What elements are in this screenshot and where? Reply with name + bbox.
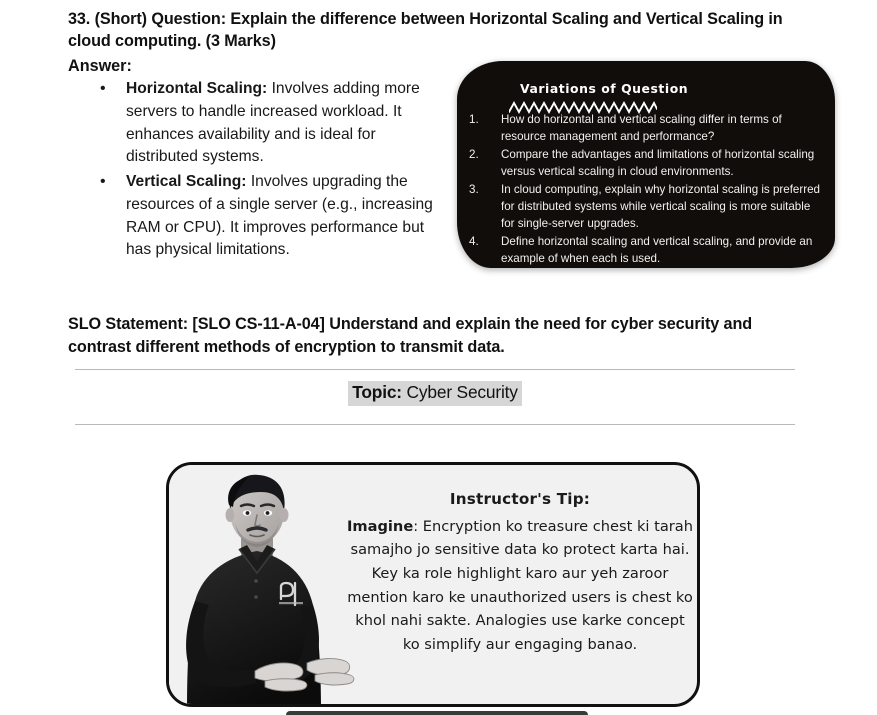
- instructor-tip-body: [347, 518, 693, 653]
- instructor-portrait-illustration: [169, 465, 364, 704]
- answer-detail: Involves adding more servers to handle increased workload. It enhances availability and is ideal for distributed systems.: [126, 80, 420, 166]
- topic-value: Cyber Security: [401, 382, 518, 402]
- tip-lead-suffix: :: [413, 517, 423, 535]
- variation-number: 1.: [469, 113, 479, 126]
- topic-row: [75, 381, 795, 406]
- divider-bottom: [75, 424, 795, 425]
- variation-text: How do horizontal and vertical scaling differ in terms of resource management and performance?: [501, 113, 782, 144]
- topic-label: Topic:: [352, 382, 402, 402]
- topic-chip: [348, 381, 522, 406]
- variation-text: Compare the advantages and limitations of horizontal scaling versus vertical scaling in cloud environments.: [501, 148, 815, 179]
- question-title: 33. (Short) Question: Explain the difference between Horizontal Scaling and Vertical Scaling in cloud computing. (3 Marks): [68, 10, 783, 51]
- variations-heading: Variations of Question: [520, 81, 689, 96]
- answer-term: Vertical Scaling:: [126, 173, 247, 191]
- variation-number: 4.: [469, 235, 479, 249]
- slo-statement: SLO Statement: [SLO CS-11-A-04] Understand and explain the need for cyber security and contrast different methods of encryption to transmit data.: [68, 315, 753, 356]
- variation-text: In cloud computing, explain why horizontal scaling is preferred for distributed systems while vertical scaling is more suitable for single-server upgrades.: [501, 183, 820, 231]
- variation-item: [463, 146, 825, 180]
- instructor-tip-text: [347, 487, 693, 656]
- instructor-tip-card: [166, 462, 700, 707]
- variation-number: 3.: [469, 183, 479, 197]
- variations-of-question-panel: [457, 61, 835, 268]
- variation-item: [463, 233, 825, 267]
- answer-label: Answer:: [68, 57, 132, 76]
- answer-detail: Involves upgrading the resources of a single server (e.g., increasing RAM or CPU). It improves performance but has physical limitations.: [126, 173, 433, 259]
- answer-bullet-list: [96, 78, 448, 264]
- instructor-tip-heading: Instructor's Tip:: [449, 490, 591, 508]
- next-card-top-edge: [286, 711, 588, 715]
- answer-term: Horizontal Scaling:: [126, 80, 268, 97]
- tip-body-text: Encryption ko treasure chest ki tarah samajho jo sensitive data ko protect karta hai. Key ka role highlight karo aur yeh zaroor mention karo ke unauthorized users is chest ko khol nahi sakte. Analogies use karke concept ko simplify aur engaging banao.: [347, 517, 693, 653]
- divider-top: [75, 369, 795, 370]
- variation-number: 2.: [469, 148, 479, 162]
- variations-list: [463, 111, 825, 268]
- answer-bullet-item: [96, 78, 448, 169]
- instructor-photo: [169, 465, 364, 704]
- variation-item: [463, 181, 825, 232]
- variation-text: Define horizontal scaling and vertical scaling, and provide an example of when each is used.: [501, 235, 813, 266]
- answer-bullet-item: [96, 171, 448, 262]
- variation-item: [463, 111, 825, 145]
- tip-lead-word: Imagine: [347, 517, 414, 535]
